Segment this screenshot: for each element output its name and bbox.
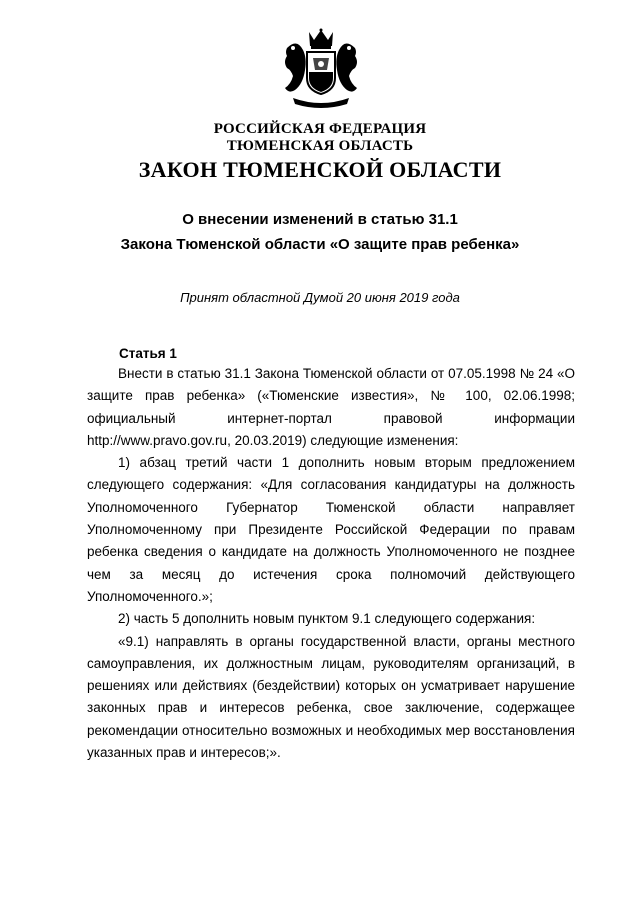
shield-icon	[307, 52, 335, 94]
region-heading: ТЮМЕНСКАЯ ОБЛАСТЬ	[226, 138, 414, 154]
ribbon-icon	[293, 98, 349, 108]
article-paragraph: «9.1) направлять в органы государственной власти, органы местного самоуправления, их должностным лицам, руководителям организаций, в решениях или действиях (бездействии) которых он усматривает нарушение законных прав и интересов ребенка, свое заключение, содержащее рекомендации относительно возможных и необходимых мер восстановления указанных прав и интересов;».	[87, 633, 575, 761]
law-title-line-2: Закона Тюменской области «О защите прав ребенка»	[120, 236, 520, 253]
article-paragraph: 2) часть 5 дополнить новым пунктом 9.1 следующего содержания:	[118, 611, 536, 627]
crown-icon	[309, 29, 333, 50]
right-sable-icon	[336, 43, 357, 91]
article-paragraph: 1) абзац третий части 1 дополнить новым вторым предложением следующего содержания: «Для согласования кандидатуры на должность Уполномоченного Губернатор Тюменской области направляет Уполномоченному при Президенте Российской Федерации по правам ребенка сведения о кандидате на должность Уполномоченного не позднее чем за месяц до истечения срока полномочий действующего Уполномоченного.»;	[87, 455, 575, 604]
law-type-heading: ЗАКОН ТЮМЕНСКОЙ ОБЛАСТИ	[138, 157, 502, 182]
coat-of-arms-emblem	[283, 28, 359, 108]
law-title-line-1: О внесении изменений в статью 31.1	[182, 211, 458, 228]
article-paragraph: Внести в статью 31.1 Закона Тюменской области от 07.05.1998 № 24 «О защите прав ребенка» («Тюменские известия», № 100, 02.06.1998; официальный интернет-портал правовой информации http://www.pravo.gov.ru, 20.03.2019) следующие изменения:	[87, 366, 575, 448]
country-heading: РОССИЙСКАЯ ФЕДЕРАЦИЯ	[213, 121, 427, 137]
adoption-date: Принят областной Думой 20 июня 2019 года	[180, 290, 460, 305]
left-sable-icon	[285, 43, 306, 91]
article-heading: Статья 1	[119, 346, 177, 361]
article-body	[87, 363, 575, 764]
